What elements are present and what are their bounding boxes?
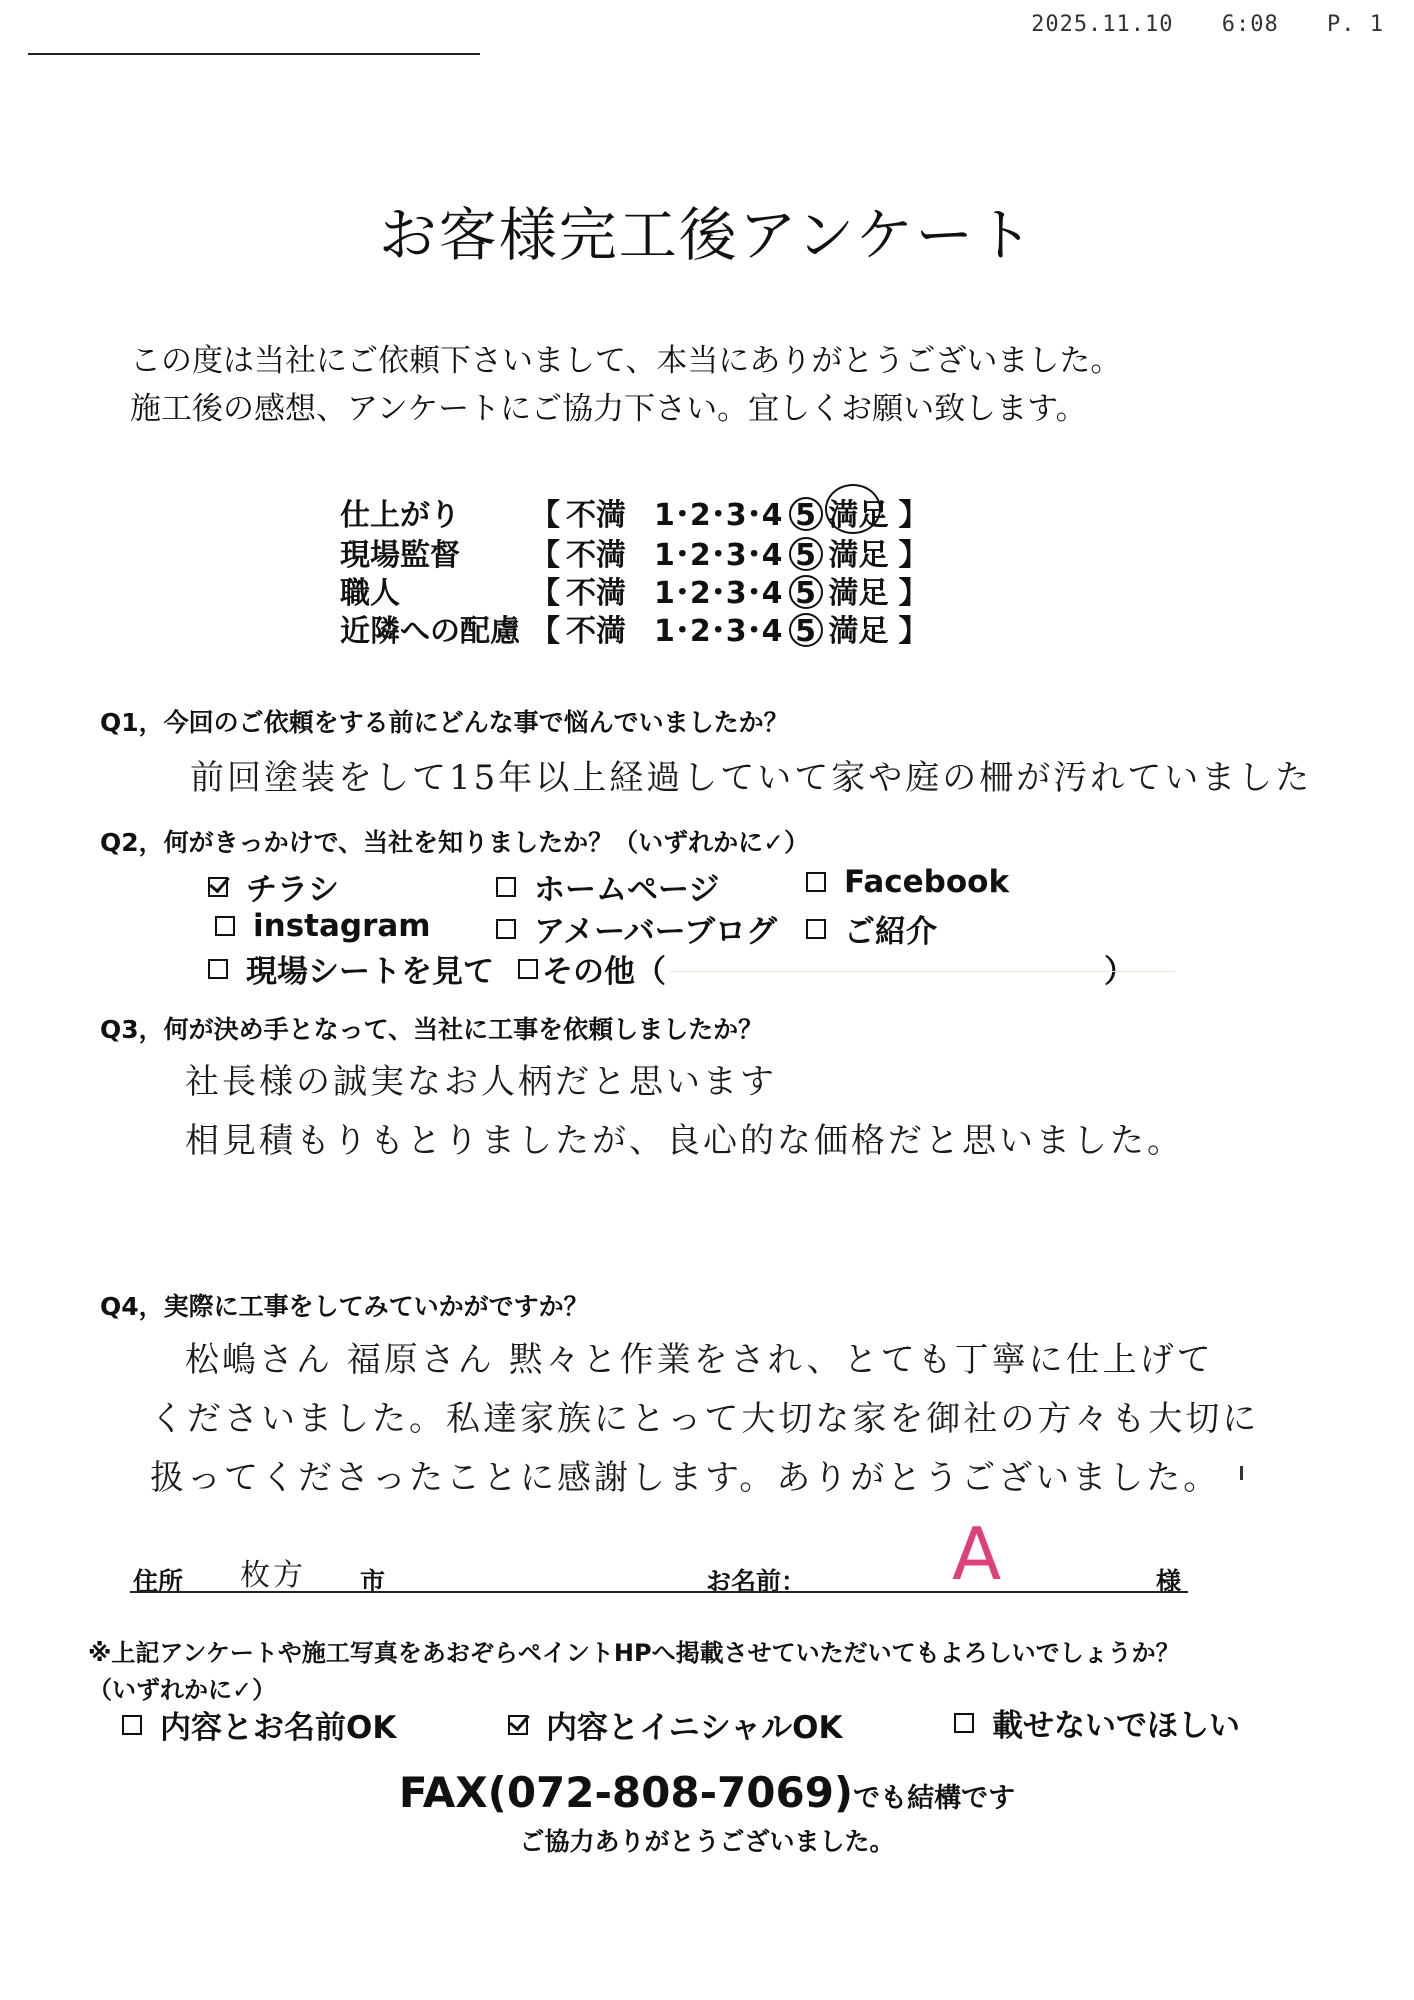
q2-option-referral[interactable] [806,906,937,951]
q2-option-label: チラシ [246,872,339,908]
rating-scale-values: 1･2･3･4 [654,576,783,611]
consent-option-label: 内容とお名前OK [160,1710,397,1746]
q1-answer: 前回塗装をして15年以上経過していて家や庭の柵が汚れていました [190,758,1313,798]
consent-option-initial-ok[interactable] [508,1702,843,1747]
rating-selected-circle[interactable]: 5 [789,613,823,647]
top-rule [28,53,480,55]
close-bracket: 】 [898,538,929,573]
consent-option-do-not-publish[interactable] [954,1700,1240,1745]
rating-scale-values: 1･2･3･4 [654,538,783,573]
fax-page: P. 1 [1327,12,1384,37]
rating-high-text: 満足 [828,538,889,573]
address-underline [130,1591,1188,1593]
thanks-message: ご協力ありがとうございました。 [519,1827,895,1856]
fax-time: 6:08 [1221,12,1279,37]
rating-selected-circle[interactable]: 5 [789,575,823,609]
checkbox-icon[interactable] [518,959,538,979]
rating-selected-circle[interactable]: 5 [789,497,823,531]
rating-low-label: 不満 [566,576,626,611]
q2-question: Q2，何がきっかけで、当社を知りましたか？（いずれかに✓） [100,828,810,857]
intro-line-1: この度は当社にご依頼下さいまして、本当にありがとうございました。 [130,343,1122,379]
q4-answer-line-2: くださいました。私達家族にとって大切な家を御社の方々も大切に [150,1399,1260,1439]
q2-option-label: 現場シートを見て [246,954,494,990]
q2-option-facebook[interactable] [806,864,1009,900]
checkbox-checked-icon[interactable] [508,1715,528,1735]
address-suffix: 市 [360,1567,386,1596]
q4-question: Q4，実際に工事をしてみていかがですか？ [100,1292,589,1321]
q2-option-ameba-blog[interactable] [496,906,777,951]
q2-option-homepage[interactable] [496,864,719,909]
rating-label: 仕上がり [340,498,460,533]
open-bracket: 【 [530,614,560,649]
rating-scale[interactable] [530,606,935,650]
address-label: 住所 [133,1567,184,1596]
satisfied-circle-mark [825,484,881,534]
rating-selected-circle[interactable]: 5 [789,537,823,571]
checkbox-icon[interactable] [496,919,516,939]
rating-high-text: 満足 [828,498,889,533]
consent-question: ※上記アンケートや施工写真をあおぞらペイントHPへ掲載させていただいてもよろしいでしょうか？ [88,1639,1180,1667]
q1-question: Q1，今回のご依頼をする前にどんな事で悩んでいましたか？ [100,708,789,737]
page-title: お客様完工後アンケート [378,201,1036,269]
rating-low-label: 不満 [566,498,626,533]
q4-answer-line-3: 扱ってくださったことに感謝します。ありがとうございました。 [150,1458,1221,1498]
scan-mark [1240,1466,1243,1480]
checkbox-icon[interactable] [806,919,826,939]
honorific: 様 [1156,1567,1182,1596]
fax-header [1031,12,1384,37]
checkbox-icon[interactable] [122,1715,142,1735]
consent-option-label: 載せないでほしい [992,1708,1240,1744]
checkbox-icon[interactable] [208,959,228,979]
address-value: 枚方 [240,1558,306,1593]
consent-option-name-ok[interactable] [122,1702,396,1747]
name-value: A [952,1512,1002,1596]
q2-option-instagram[interactable] [215,908,431,944]
q3-answer-line-2: 相見積もりもとりましたが、良心的な価格だと思いました。 [185,1121,1184,1161]
q2-other-close-paren: ） [1104,954,1135,990]
q2-option-site-sheet[interactable] [208,946,494,991]
name-label: お名前： [706,1567,807,1596]
fax-suffix: でも結構です [853,1783,1016,1814]
rating-high-label [829,490,889,534]
consent-instruction: （いずれかに✓） [88,1676,277,1704]
rating-high-text: 満足 [828,614,889,649]
rating-low-label: 不満 [566,614,626,649]
checkbox-icon[interactable] [806,872,826,892]
rating-scale[interactable] [530,490,935,534]
close-bracket: 】 [898,498,929,533]
q2-option-other[interactable] [518,946,666,991]
close-bracket: 】 [898,614,929,649]
q2-option-label: instagram [253,908,431,944]
other-input-line [670,971,1175,972]
rating-high-text: 満足 [828,576,889,611]
q4-answer-line-1: 松嶋さん 福原さん 黙々と作業をされ、とても丁寧に仕上げて [185,1340,1214,1380]
q2-option-label: Facebook [844,864,1010,900]
fax-date: 2025.11.10 [1031,12,1174,37]
rating-label: 職人 [340,576,400,611]
q2-option-label: アメーバーブログ [534,914,778,950]
q3-question: Q3，何が決め手となって、当社に工事を依頼しましたか？ [100,1015,764,1044]
q2-option-flyer[interactable] [208,864,339,909]
close-bracket: 】 [898,576,929,611]
rating-scale-values: 1･2･3･4 [654,614,783,649]
intro-line-2: 施工後の感想、アンケートにご協力下さい。宜しくお願い致します。 [130,391,1087,427]
rating-high-label [829,606,889,650]
checkbox-checked-icon[interactable] [208,877,228,897]
checkbox-icon[interactable] [496,877,516,897]
fax-number: FAX(072-808-7069) [398,1768,854,1817]
rating-low-label: 不満 [566,538,626,573]
rating-scale-values: 1･2･3･4 [654,498,783,533]
q2-option-label: ご紹介 [844,914,937,950]
q2-option-label: その他（ [542,954,666,990]
q3-answer-line-1: 社長様の誠実なお人柄だと思います [185,1062,777,1102]
checkbox-icon[interactable] [215,916,235,936]
q2-option-label: ホームページ [534,872,720,908]
open-bracket: 【 [530,498,560,533]
open-bracket: 【 [530,576,560,611]
fax-line [0,1768,1414,1817]
open-bracket: 【 [530,538,560,573]
checkbox-icon[interactable] [954,1713,974,1733]
rating-label: 現場監督 [340,538,460,573]
rating-label: 近隣への配慮 [340,614,520,649]
consent-option-label: 内容とイニシャルOK [546,1710,843,1746]
